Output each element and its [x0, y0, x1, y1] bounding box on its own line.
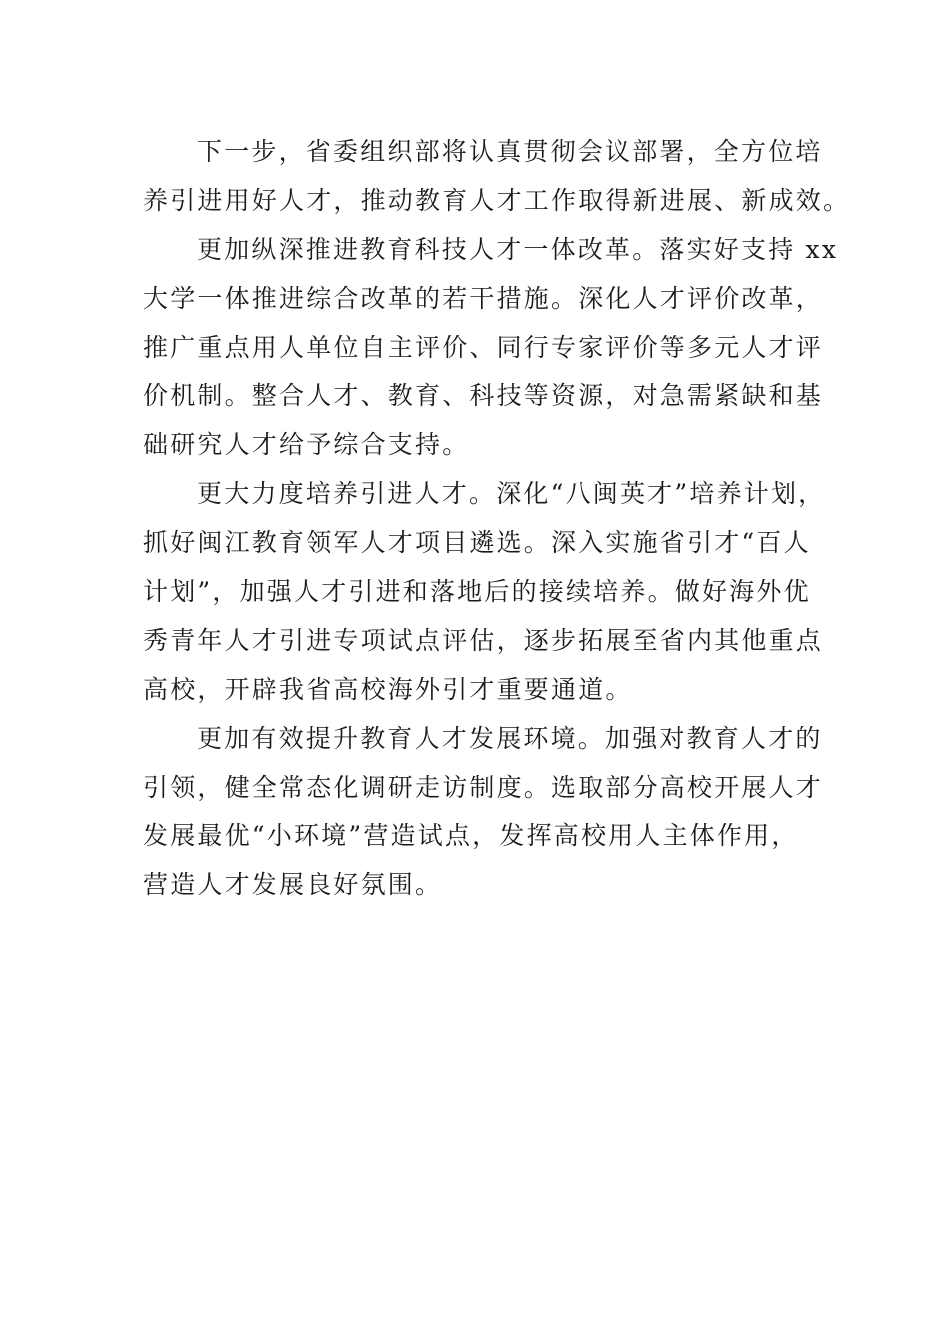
text-line: 发展最优“小环境”营造试点，发挥高校用人主体作用， — [143, 821, 799, 851]
paragraph-reform — [143, 226, 839, 470]
text-line: 更加有效提升教育人才发展环境。加强对教育人才的 — [197, 723, 823, 753]
text-line: 引领，健全常态化调研走访制度。选取部分高校开展人才 — [143, 772, 824, 802]
text-line: 高校，开辟我省高校海外引才重要通道。 — [143, 674, 633, 704]
text-line: 大学一体推进综合改革的若干措施。深化人才评价改革， — [143, 283, 824, 313]
text-line: 推广重点用人单位自主评价、同行专家评价等多元人才评 — [143, 332, 824, 362]
paragraph-next-steps — [143, 128, 851, 226]
text-line: 计划”，加强人才引进和落地后的接续培养。做好海外优 — [143, 577, 811, 607]
text-line: 下一步，省委组织部将认真贯彻会议部署，全方位培 — [197, 137, 823, 166]
text-line: 秀青年人才引进专项试点评估，逐步拓展至省内其他重点 — [143, 625, 824, 655]
text-line: 更加纵深推进教育科技人才一体改革。落实好支持 xx — [197, 234, 839, 264]
text-line: 抓好闽江教育领军人才项目遴选。深入实施省引才“百人 — [143, 528, 811, 558]
text-line: 营造人才发展良好氛围。 — [143, 870, 443, 900]
paragraph-talent-training — [143, 470, 826, 714]
text-line: 价机制。整合人才、教育、科技等资源，对急需紧缺和基 — [143, 381, 824, 411]
document-body — [143, 128, 851, 910]
text-line: 养引进用好人才，推动教育人才工作取得新进展、新成效。 — [143, 185, 851, 215]
text-line: 更大力度培养引进人才。深化“八闽英才”培养计划， — [197, 479, 826, 509]
text-line: 础研究人才给予综合支持。 — [143, 430, 470, 460]
paragraph-environment — [143, 715, 823, 911]
